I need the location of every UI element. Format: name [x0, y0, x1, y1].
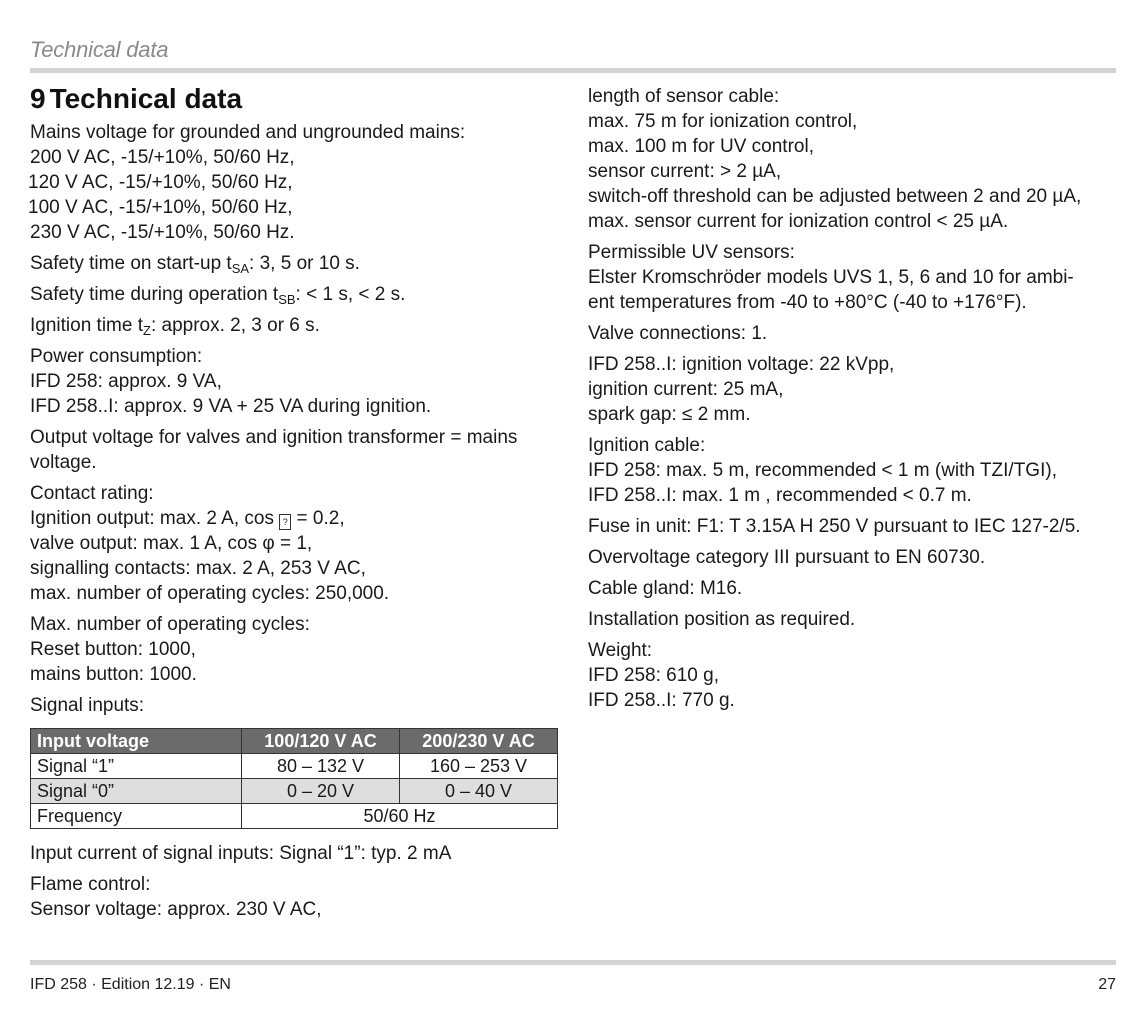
table-cell: 0 – 40 V — [400, 779, 558, 804]
weight-label: Weight: — [588, 640, 653, 661]
signal-inputs-table — [30, 728, 558, 829]
ignition-time-text: Ignition time t — [30, 315, 143, 336]
input-current-text: Input current of signal inputs: Signal “1”: typ. 2 mA — [30, 843, 452, 864]
contact-rating-label: Contact rating: — [30, 483, 154, 504]
safety-startup-sub: SA — [231, 261, 250, 276]
safety-operation-text: Safety time during operation t — [30, 284, 279, 305]
mains-voltage-block — [30, 120, 560, 245]
table-cell: Signal “1” — [31, 754, 242, 779]
ignition-cable-ifd258i: IFD 258..I: max. 1 m , recommended < 0.7 m. — [588, 485, 972, 506]
section-number: 9 — [30, 83, 46, 114]
footer-rule — [30, 960, 1116, 965]
contact-rating-block — [30, 481, 560, 606]
max-sensor-current: max. sensor current for ionization control < 25 µA. — [588, 211, 1009, 232]
mains-voltage-label: Mains voltage for grounded and ungrounded mains: — [30, 122, 466, 143]
safety-time-startup — [30, 251, 560, 276]
table-row — [31, 804, 558, 829]
power-consumption-label: Power consumption: — [30, 346, 203, 367]
mains-voltage-230: 230 V AC, -15/+10%, 50/60 Hz. — [30, 222, 295, 243]
reset-button-cycles: Reset button: 1000, — [30, 639, 196, 660]
running-head-title: Technical data — [30, 37, 169, 62]
signal-inputs-text: Signal inputs: — [30, 695, 145, 716]
flame-control-block — [30, 872, 560, 922]
table-header-cell: Input voltage — [31, 729, 242, 754]
switch-off-threshold: switch-off threshold can be adjusted between 2 and 20 µA, — [588, 186, 1082, 207]
mains-voltage-200: 200 V AC, -15/+10%, 50/60 Hz, — [30, 147, 295, 168]
weight-ifd258: IFD 258: 610 g, — [588, 665, 719, 686]
ignition-cable-label: Ignition cable: — [588, 435, 706, 456]
overvoltage-text: Overvoltage category III pursuant to EN 60730. — [588, 547, 986, 568]
signalling-contacts: signalling contacts: max. 2 A, 253 V AC, — [30, 558, 366, 579]
safety-startup-value: : 3, 5 or 10 s. — [249, 253, 360, 274]
ignition-current: ignition current: 25 mA, — [588, 379, 784, 400]
page-number: 27 — [1098, 976, 1116, 993]
overvoltage-category — [588, 545, 1118, 570]
header-rule — [30, 68, 1116, 73]
ignition-voltage-block — [588, 352, 1118, 427]
ignition-time-sub: Z — [143, 323, 151, 338]
table-cell: 50/60 Hz — [242, 804, 558, 829]
table-header-cell: 100/120 V AC — [242, 729, 400, 754]
cable-gland-text: Cable gland: M16. — [588, 578, 743, 599]
power-consumption-ifd258: IFD 258: approx. 9 VA, — [30, 371, 222, 392]
table-row — [31, 779, 558, 804]
table-cell: 80 – 132 V — [242, 754, 400, 779]
sensor-cable-ionization: max. 75 m for ionization control, — [588, 111, 858, 132]
input-current — [30, 841, 560, 866]
table-row — [31, 754, 558, 779]
section-title: Technical data — [49, 83, 243, 114]
installation-position — [588, 607, 1118, 632]
table-cell: 160 – 253 V — [400, 754, 558, 779]
valve-connections — [588, 321, 1118, 346]
valve-connections-text: Valve connections: 1. — [588, 323, 768, 344]
fuse — [588, 514, 1118, 539]
footer-document-info: IFD 258 · Edition 12.19 · EN — [30, 976, 231, 993]
uv-sensors-models: Elster Kromschröder models UVS 1, 5, 6 and 10 for ambi- — [588, 267, 1074, 288]
section-heading — [30, 82, 560, 116]
sensor-cable-block — [588, 84, 1118, 234]
ignition-output-value: = 0.2, — [291, 508, 345, 529]
safety-startup-text: Safety time on start-up t — [30, 253, 232, 274]
ignition-time-value: : approx. 2, 3 or 6 s. — [150, 315, 320, 336]
table-cell: Frequency — [31, 804, 242, 829]
power-consumption-ifd258i: IFD 258..I: approx. 9 VA + 25 VA during ignition. — [30, 396, 432, 417]
power-consumption-block — [30, 344, 560, 419]
sensor-cable-uv: max. 100 m for UV control, — [588, 136, 814, 157]
valve-output: valve output: max. 1 A, cos φ = 1, — [30, 533, 313, 554]
right-column — [588, 84, 1118, 719]
weight-ifd258i: IFD 258..I: 770 g. — [588, 690, 735, 711]
mains-button-cycles: mains button: 1000. — [30, 664, 197, 685]
fuse-text: Fuse in unit: F1: T 3.15A H 250 V pursuant to IEC 127-2/5. — [588, 516, 1081, 537]
ignition-time — [30, 313, 560, 338]
mains-voltage-100: 100 V AC, -15/+10%, 50/60 Hz, — [28, 197, 293, 218]
left-column — [30, 82, 560, 928]
uv-sensors-label: Permissible UV sensors: — [588, 242, 795, 263]
missing-glyph-icon: ? — [279, 514, 291, 530]
sensor-current: sensor current: > 2 µA, — [588, 161, 782, 182]
safety-operation-value: : < 1 s, < 2 s. — [295, 284, 406, 305]
sensor-voltage: Sensor voltage: approx. 230 V AC, — [30, 899, 322, 920]
ignition-voltage: IFD 258..I: ignition voltage: 22 kVpp, — [588, 354, 895, 375]
cable-gland — [588, 576, 1118, 601]
installation-text: Installation position as required. — [588, 609, 856, 630]
table-header-row — [31, 729, 558, 754]
table-cell: Signal “0” — [31, 779, 242, 804]
mains-voltage-120: 120 V AC, -15/+10%, 50/60 Hz, — [28, 172, 293, 193]
spark-gap: spark gap: ≤ 2 mm. — [588, 404, 751, 425]
output-voltage-line-1: Output voltage for valves and ignition transformer = mains — [30, 427, 518, 448]
weight-block — [588, 638, 1118, 713]
table-header-cell: 200/230 V AC — [400, 729, 558, 754]
safety-time-operation — [30, 282, 560, 307]
sensor-cable-label: length of sensor cable: — [588, 86, 780, 107]
ignition-cable-ifd258: IFD 258: max. 5 m, recommended < 1 m (with TZI/TGI), — [588, 460, 1057, 481]
operating-cycles-block — [30, 612, 560, 687]
ignition-output-text: Ignition output: max. 2 A, cos — [30, 508, 280, 529]
max-cycles-contacts: max. number of operating cycles: 250,000. — [30, 583, 390, 604]
uv-sensors-temperature: ent temperatures from -40 to +80°C (-40 to +176°F). — [588, 292, 1027, 313]
table-cell: 0 – 20 V — [242, 779, 400, 804]
signal-inputs-label — [30, 693, 560, 718]
flame-control-label: Flame control: — [30, 874, 151, 895]
uv-sensors-block — [588, 240, 1118, 315]
output-voltage-line-2: voltage. — [30, 452, 97, 473]
ignition-cable-block — [588, 433, 1118, 508]
output-voltage-block — [30, 425, 560, 475]
operating-cycles-label: Max. number of operating cycles: — [30, 614, 310, 635]
safety-operation-sub: SB — [278, 292, 296, 307]
